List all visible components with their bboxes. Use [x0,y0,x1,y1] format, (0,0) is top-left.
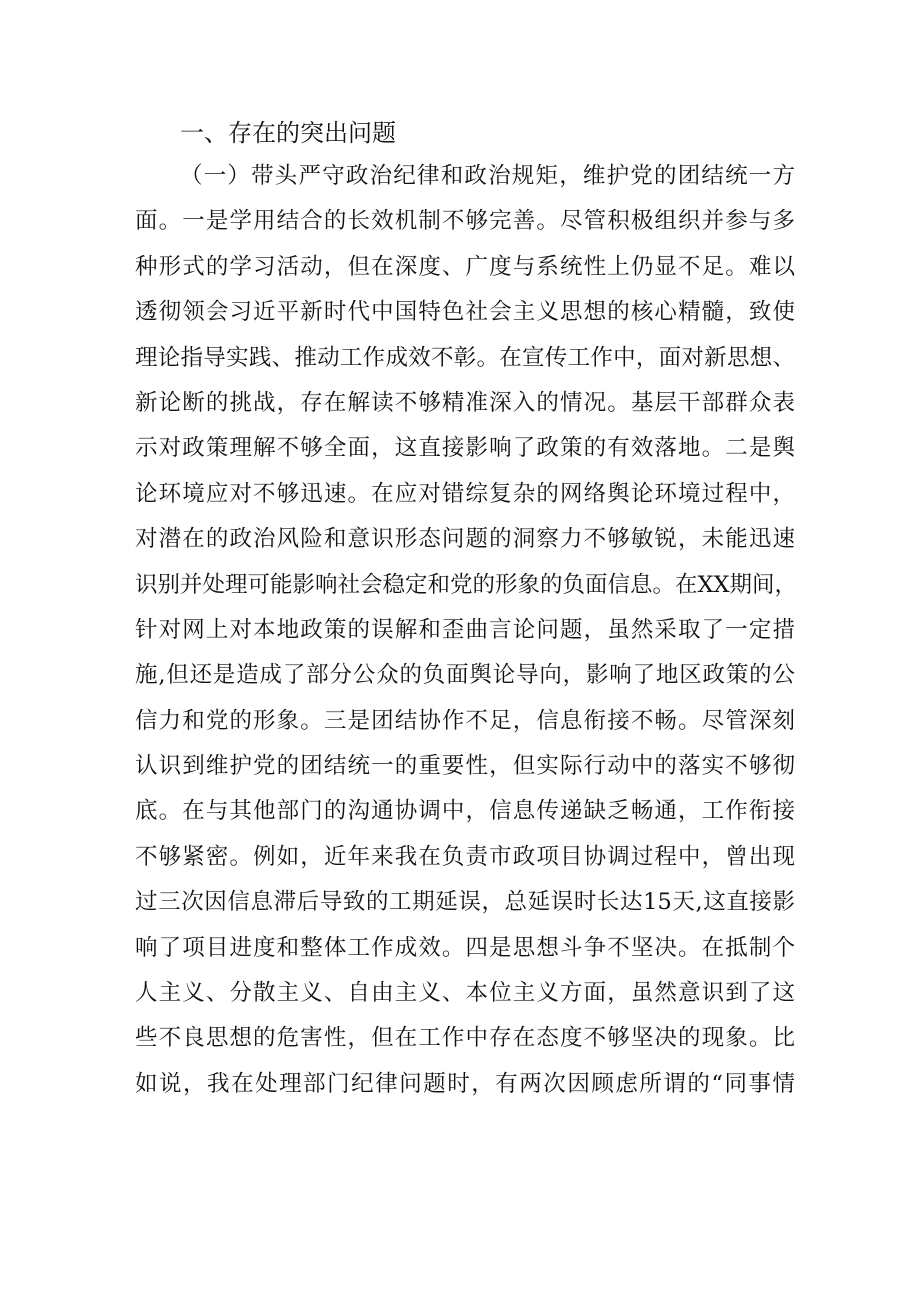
paragraph-line: 针对网上对本地政策的误解和歪曲言论问题，虽然采取了一定措 [135,616,795,643]
paragraph-line: 理论指导实践、推动工作成效不彰。在宣传工作中，面对新思想、 [135,344,795,371]
paragraph-line: 面。一是学用结合的长效机制不够完善。尽管积极组织并参与多 [135,208,795,235]
paragraph-line: 信力和党的形象。三是团结协作不足，信息衔接不畅。尽管深刻 [135,707,795,734]
paragraph-line: 种形式的学习活动，但在深度、广度与系统性上仍显不足。难以 [135,253,795,280]
paragraph-line: 响了项目进度和整体工作成效。四是思想斗争不坚决。在抵制个 [135,934,795,961]
paragraph-line: 对潜在的政治风险和意识形态问题的洞察力不够敏锐，未能迅速 [135,526,795,553]
paragraph-line: 施,但还是造成了部分公众的负面舆论导向，影响了地区政策的公 [135,662,795,689]
paragraph-line: 透彻领会习近平新时代中国特色社会主义思想的核心精髓，致使 [135,299,795,326]
paragraph-line: 认识到维护党的团结统一的重要性，但实际行动中的落实不够彻 [135,753,795,780]
paragraph-line: 如说，我在处理部门纪律问题时，有两次因顾虑所谓的“同事情 [135,1070,795,1097]
paragraph-line: 不够紧密。例如，近年来我在负责市政项目协调过程中，曾出现 [135,843,795,870]
section-heading: 一、存在的突出问题 [180,119,396,147]
paragraph-line: 些不良思想的危害性，但在工作中存在态度不够坚决的现象。比 [135,1025,795,1052]
paragraph-line: 识别并处理可能影响社会稳定和党的形象的负面信息。在XX期间， [135,571,798,598]
paragraph-line: 底。在与其他部门的沟通协调中，信息传递缺乏畅通，工作衔接 [135,798,795,825]
paragraph-line: （一）带头严守政治纪律和政治规矩，维护党的团结统一方 [180,163,795,189]
paragraph-line: 人主义、分散主义、自由主义、本位主义方面，虽然意识到了这 [135,980,795,1007]
paragraph-line: 论环境应对不够迅速。在应对错综复杂的网络舆论环境过程中， [135,480,795,507]
paragraph-line: 过三次因信息滞后导致的工期延误，总延误时长达15天,这直接影 [135,889,795,916]
paragraph-line: 新论断的挑战，存在解读不够精准深入的情况。基层干部群众表 [135,389,795,416]
section-body [135,154,798,1107]
paragraph-line: 示对政策理解不够全面，这直接影响了政策的有效落地。二是舆 [135,435,795,462]
